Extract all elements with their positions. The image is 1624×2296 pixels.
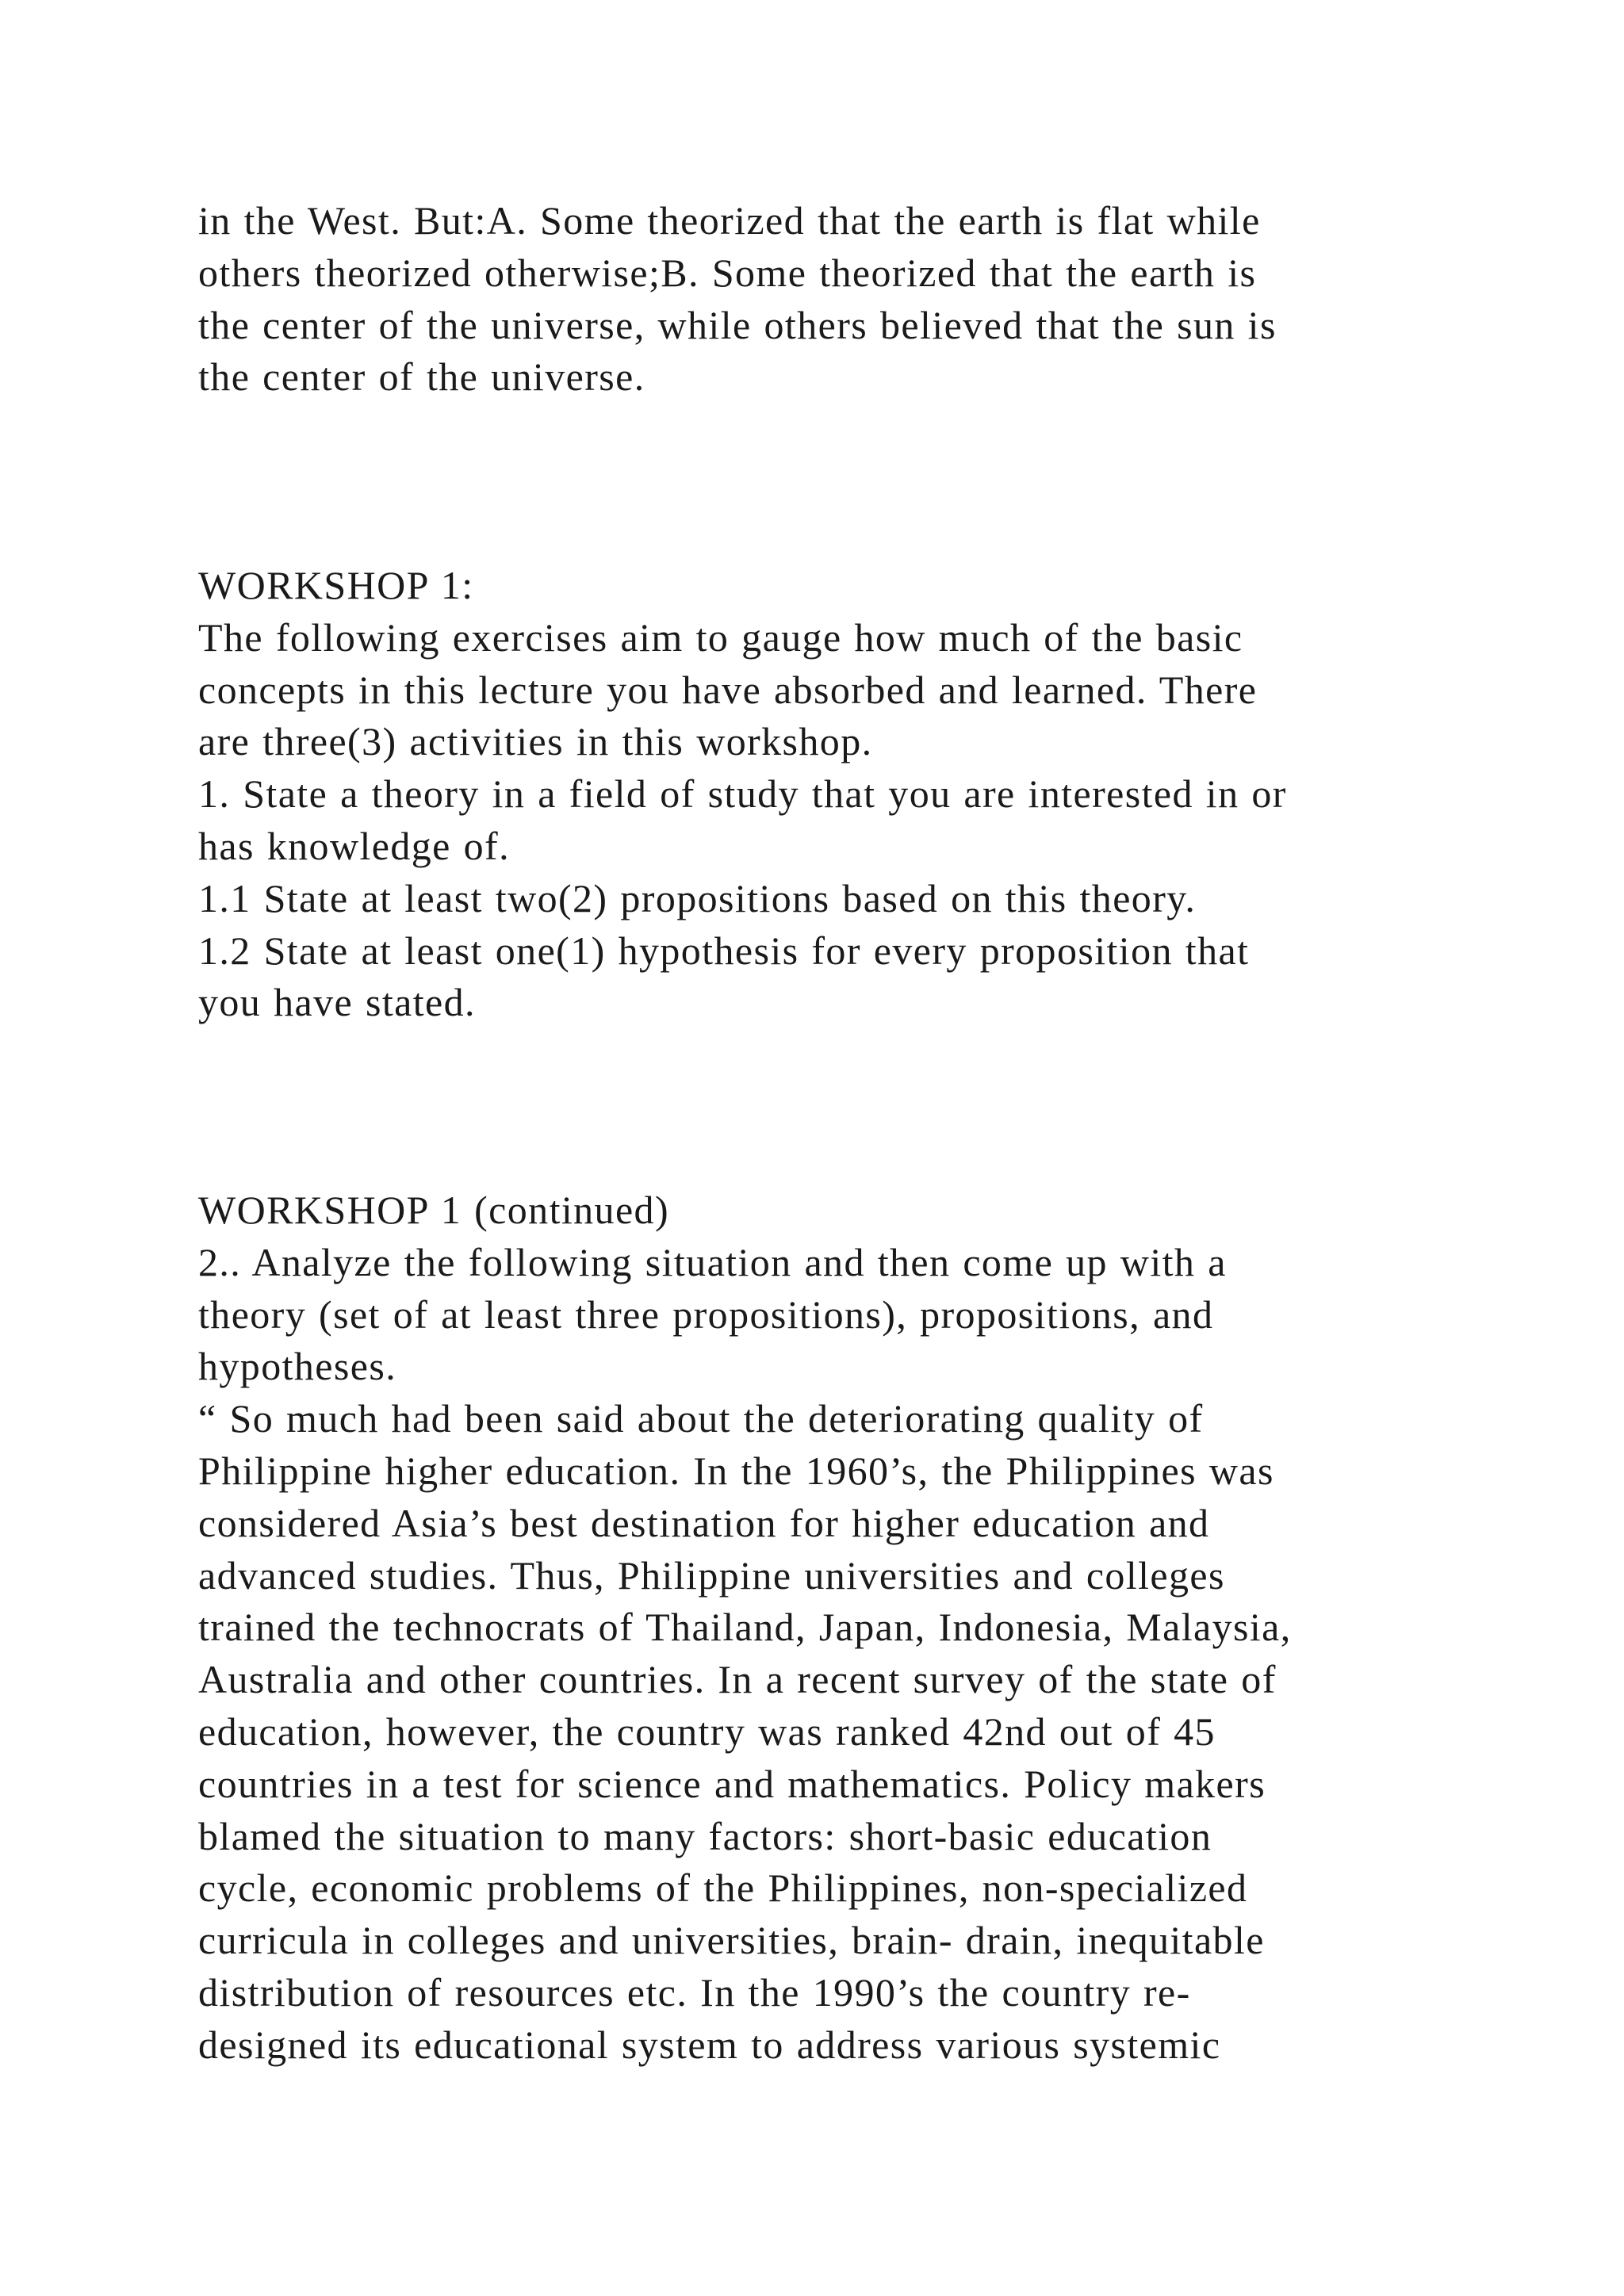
workshop-1-section: [198, 560, 1546, 1029]
text-line: in the West. But:A. Some theorized that the earth is flat while: [198, 198, 1261, 243]
text-line: The following exercises aim to gauge how much of the basic: [198, 614, 1243, 660]
text-line: “ So much had been said about the deteriorating quality of: [198, 1396, 1204, 1441]
text-line: 2.. Analyze the following situation and then come up with a: [198, 1239, 1227, 1284]
text-line: Philippine higher education. In the 1960’s, the Philippines was: [198, 1448, 1274, 1493]
workshop-1-heading: WORKSHOP 1:: [198, 563, 474, 607]
text-line: blamed the situation to many factors: short-basic education: [198, 1813, 1212, 1858]
text-line: the center of the universe.: [198, 354, 645, 400]
text-line: trained the technocrats of Thailand, Japan, Indonesia, Malaysia,: [198, 1605, 1292, 1650]
text-line: you have stated.: [198, 980, 476, 1025]
text-line: 1. State a theory in a field of study that you are interested in or: [198, 771, 1287, 817]
text-line: education, however, the country was ranked 42nd out of 45: [198, 1709, 1216, 1754]
text-line: the center of the universe, while others believed that the sun is: [198, 302, 1277, 347]
intro-paragraph: [198, 195, 1546, 404]
text-line: has knowledge of.: [198, 823, 510, 868]
text-line: cycle, economic problems of the Philippines, non-specialized: [198, 1866, 1248, 1911]
text-line: concepts in this lecture you have absorbed and learned. There: [198, 667, 1258, 712]
workshop-1-continued-heading: WORKSHOP 1 (continued): [198, 1188, 670, 1232]
text-line: hypotheses.: [198, 1344, 397, 1389]
text-line: distribution of resources etc. In the 1990’s the country re-: [198, 1969, 1191, 2015]
text-line: considered Asia’s best destination for higher education and: [198, 1500, 1210, 1545]
text-line: Australia and other countries. In a recent survey of the state of: [198, 1657, 1277, 1702]
text-line: curricula in colleges and universities, brain- drain, inequitable: [198, 1918, 1265, 1963]
text-line: theory (set of at least three propositions), propositions, and: [198, 1292, 1214, 1337]
text-line: countries in a test for science and mathematics. Policy makers: [198, 1761, 1266, 1806]
text-line: designed its educational system to address various systemic: [198, 2022, 1221, 2067]
text-line: are three(3) activities in this workshop.: [198, 719, 873, 764]
text-line: others theorized otherwise;B. Some theorized that the earth is: [198, 250, 1257, 295]
text-line: advanced studies. Thus, Philippine universities and colleges: [198, 1552, 1225, 1598]
text-line: 1.1 State at least two(2) propositions based on this theory.: [198, 875, 1197, 920]
text-line: 1.2 State at least one(1) hypothesis for every proposition that: [198, 928, 1250, 973]
workshop-1-continued-section: [198, 1184, 1546, 2072]
